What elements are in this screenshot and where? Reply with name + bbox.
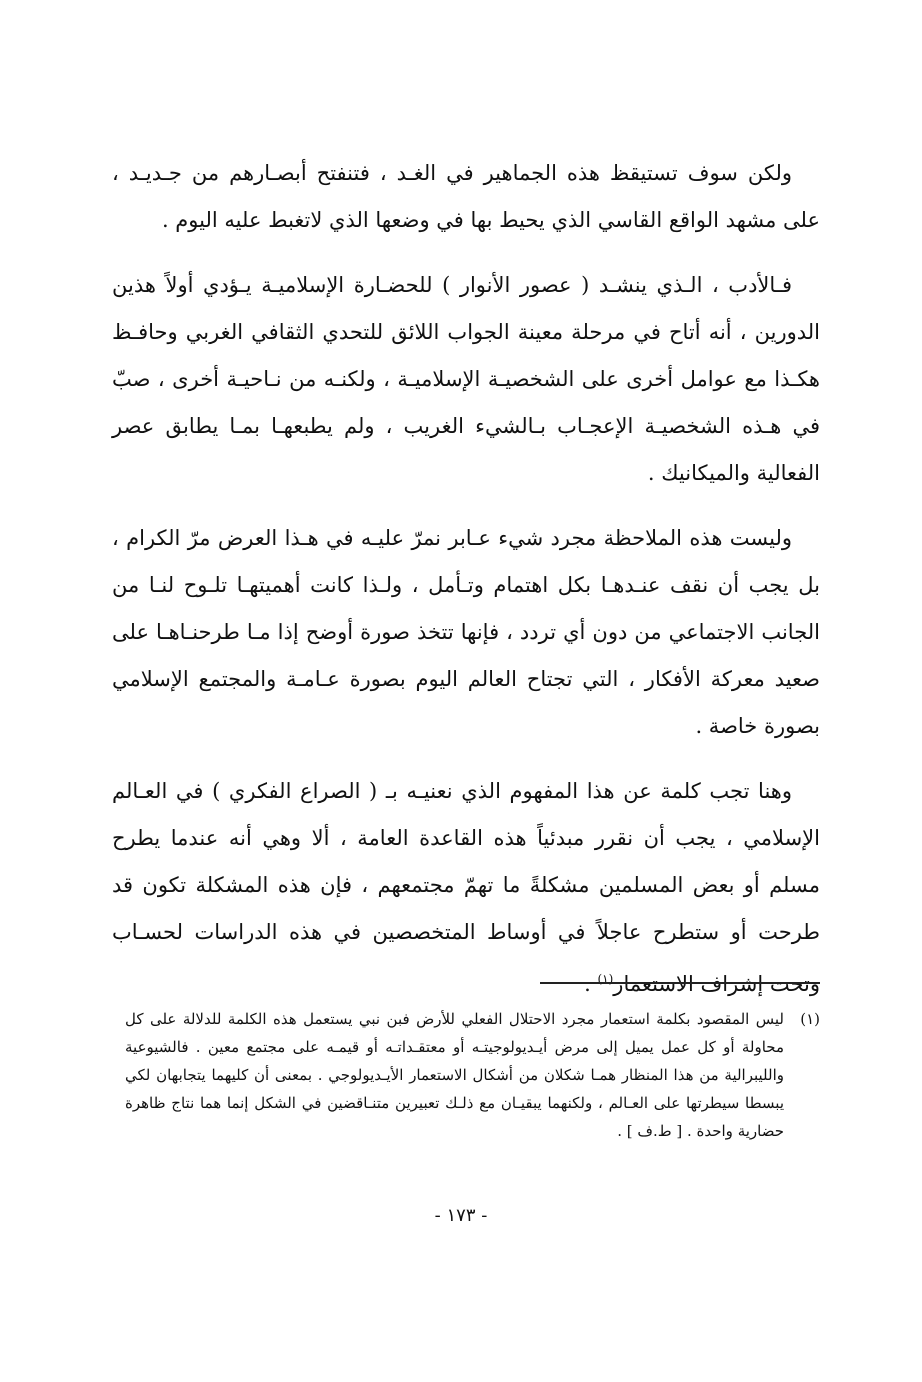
paragraph-4-tail: .	[584, 972, 598, 996]
footnote-1	[125, 1005, 820, 1145]
paragraph-3: وليست هذه الملاحظة مجرد شيء عـابر نمرّ عليـه في هـذا العرض مرّ الكرام ، بل يجب أن نقف عنـدهـا بكل اهتمام وتـأمل ، ولـذا كانت أهميتهـا تلـوح لنـا من الجانب الاجتماعي من دون أي تردد ، فإنها تتخذ صورة أوضح إذا مـا طرحنـاهـا على صعيد معركة الأفكار ، التي تجتاح العالم اليوم بصورة عـامـة والمجتمع الإسلامي بصورة خاصة .	[112, 526, 820, 738]
paragraph-4: وهنا تجب كلمة عن هذا المفهوم الذي نعنيـه بـ ( الصراع الفكري ) في العـالم الإسلامي ، يجب أن نقرر مبدئياً هذه القاعدة العامة ، ألا وهي أنه عندما يطرح مسلم أو بعض المسلمين مشكلةً ما تهمّ مجتمعهم ، فإن هذه المشكلة تكون قد طرحت أو ستطرح عاجلاً في أوساط المتخصصين في هذه الدراسات لحسـاب وتحت إشراف الاستعمار$^{(١)}$ .	[112, 779, 820, 996]
main-text	[112, 150, 820, 1026]
footnote-text: ليس المقصود بكلمة استعمار مجرد الاحتلال الفعلي للأرض فبن نبي يستعمل هذه الكلمة للدلالة على كل محاولة أو كل عمل يميل إلى مرض أيـديولوجيتـه أو معتقـداتـه أو قيمـه على مجتمع معين . فالشيوعية والليبرالية من هذا المنظار همـا شكلان من أشكال الاستعمار الأيـديولوجي . بمعنى أن كليهما يتجابهان لكي يبسطا سيطرتها على العـالم ، ولكنهما يبقيـان مع ذلـك تعبيرين متنـاقضين في الشكل إنما هما نتاج ظاهرة حضارية واحدة . [ ط.ف ] .	[125, 1010, 784, 1140]
footnotes	[125, 1005, 820, 1145]
footnote-number: (١)	[800, 1010, 820, 1028]
paragraph-2: فـالأدب ، الـذي ينشـد ( عصور الأنوار ) للحضـارة الإسلاميـة يـؤدي أولاً هذين الدورين ، أنه أتاح في مرحلة معينة الجواب اللائق للتحدي الثقافي الغربي وحافـظ هكـذا مع عوامل أخرى على الشخصيـة الإسلاميـة ، ولكنـه من نـاحيـة أخرى ، صبّ في هـذه الشخصيـة الإعجـاب بـالشيء الغريب ، ولم يطبعهـا بمـا يطابق عصر الفعالية والميكانيك .	[112, 273, 820, 485]
footnote-divider	[540, 982, 820, 984]
paragraph-1: ولكن سوف تستيقظ هذه الجماهير في الغـد ، فتنفتح أبصـارهم من جـديـد ، على مشهد الواقع القاسي الذي يحيط بها في وضعها الذي لاتغبط عليه اليوم .	[112, 161, 820, 232]
footnote-reference: (١)	[597, 972, 614, 986]
page-number: - ١٧٣ -	[434, 1205, 488, 1226]
